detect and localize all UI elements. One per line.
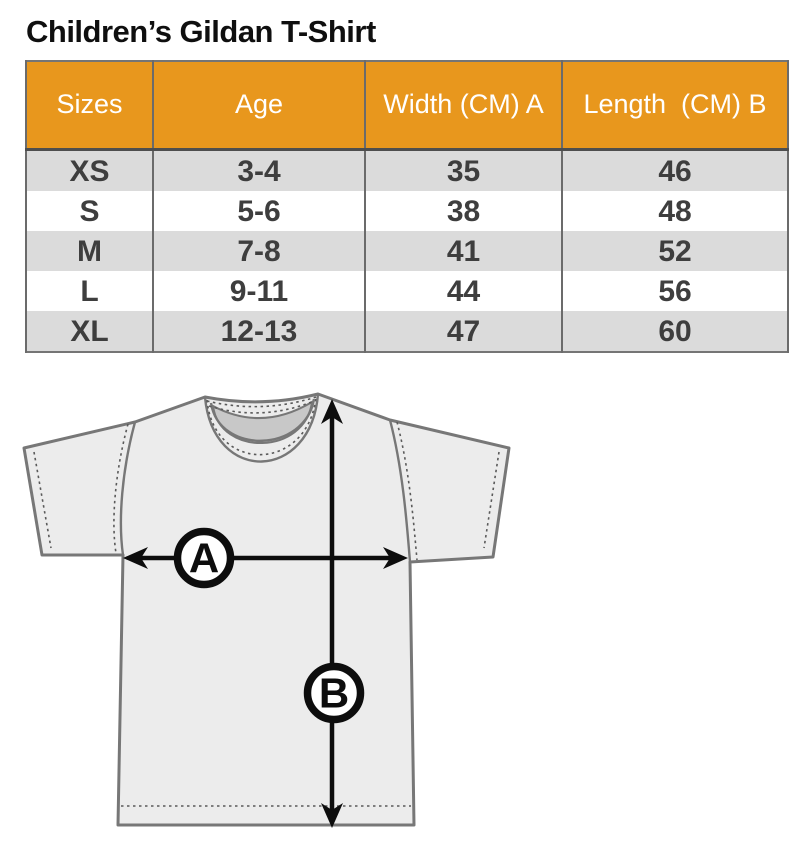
- size-cell: XL: [26, 311, 153, 352]
- length-label: B: [318, 669, 350, 717]
- size-cell: L: [26, 271, 153, 311]
- size-cell: S: [26, 191, 153, 231]
- width-cell: 44: [365, 271, 562, 311]
- width-cell: 38: [365, 191, 562, 231]
- column-header-age: Age: [153, 61, 365, 150]
- table-row-xs: [26, 150, 788, 192]
- column-header-sizes: Sizes: [26, 61, 153, 150]
- table-row-m: [26, 231, 788, 271]
- width-cell: 47: [365, 311, 562, 352]
- width-cell: 35: [365, 150, 562, 192]
- table-row-s: [26, 191, 788, 231]
- column-header-width: Width (CM) A: [365, 61, 562, 150]
- age-cell: 7-8: [153, 231, 365, 271]
- length-label-badge: [308, 667, 361, 720]
- size-cell: M: [26, 231, 153, 271]
- length-cell: 46: [562, 150, 788, 192]
- length-cell: 56: [562, 271, 788, 311]
- width-cell: 41: [365, 231, 562, 271]
- size-cell: XS: [26, 150, 153, 192]
- header-row: [26, 61, 788, 150]
- width-label: A: [188, 534, 220, 582]
- age-cell: 12-13: [153, 311, 365, 352]
- column-header-length: Length (CM) B: [562, 61, 788, 150]
- length-cell: 52: [562, 231, 788, 271]
- length-cell: 60: [562, 311, 788, 352]
- length-cell: 48: [562, 191, 788, 231]
- tshirt-diagram: [0, 370, 560, 857]
- size-chart-table: [25, 60, 789, 353]
- age-cell: 3-4: [153, 150, 365, 192]
- age-cell: 5-6: [153, 191, 365, 231]
- page-title: Children’s Gildan T-Shirt: [26, 14, 376, 49]
- width-label-badge: [178, 532, 231, 585]
- shirt-silhouette-icon: [24, 394, 509, 825]
- table-row-xl: [26, 311, 788, 352]
- table-row-l: [26, 271, 788, 311]
- age-cell: 9-11: [153, 271, 365, 311]
